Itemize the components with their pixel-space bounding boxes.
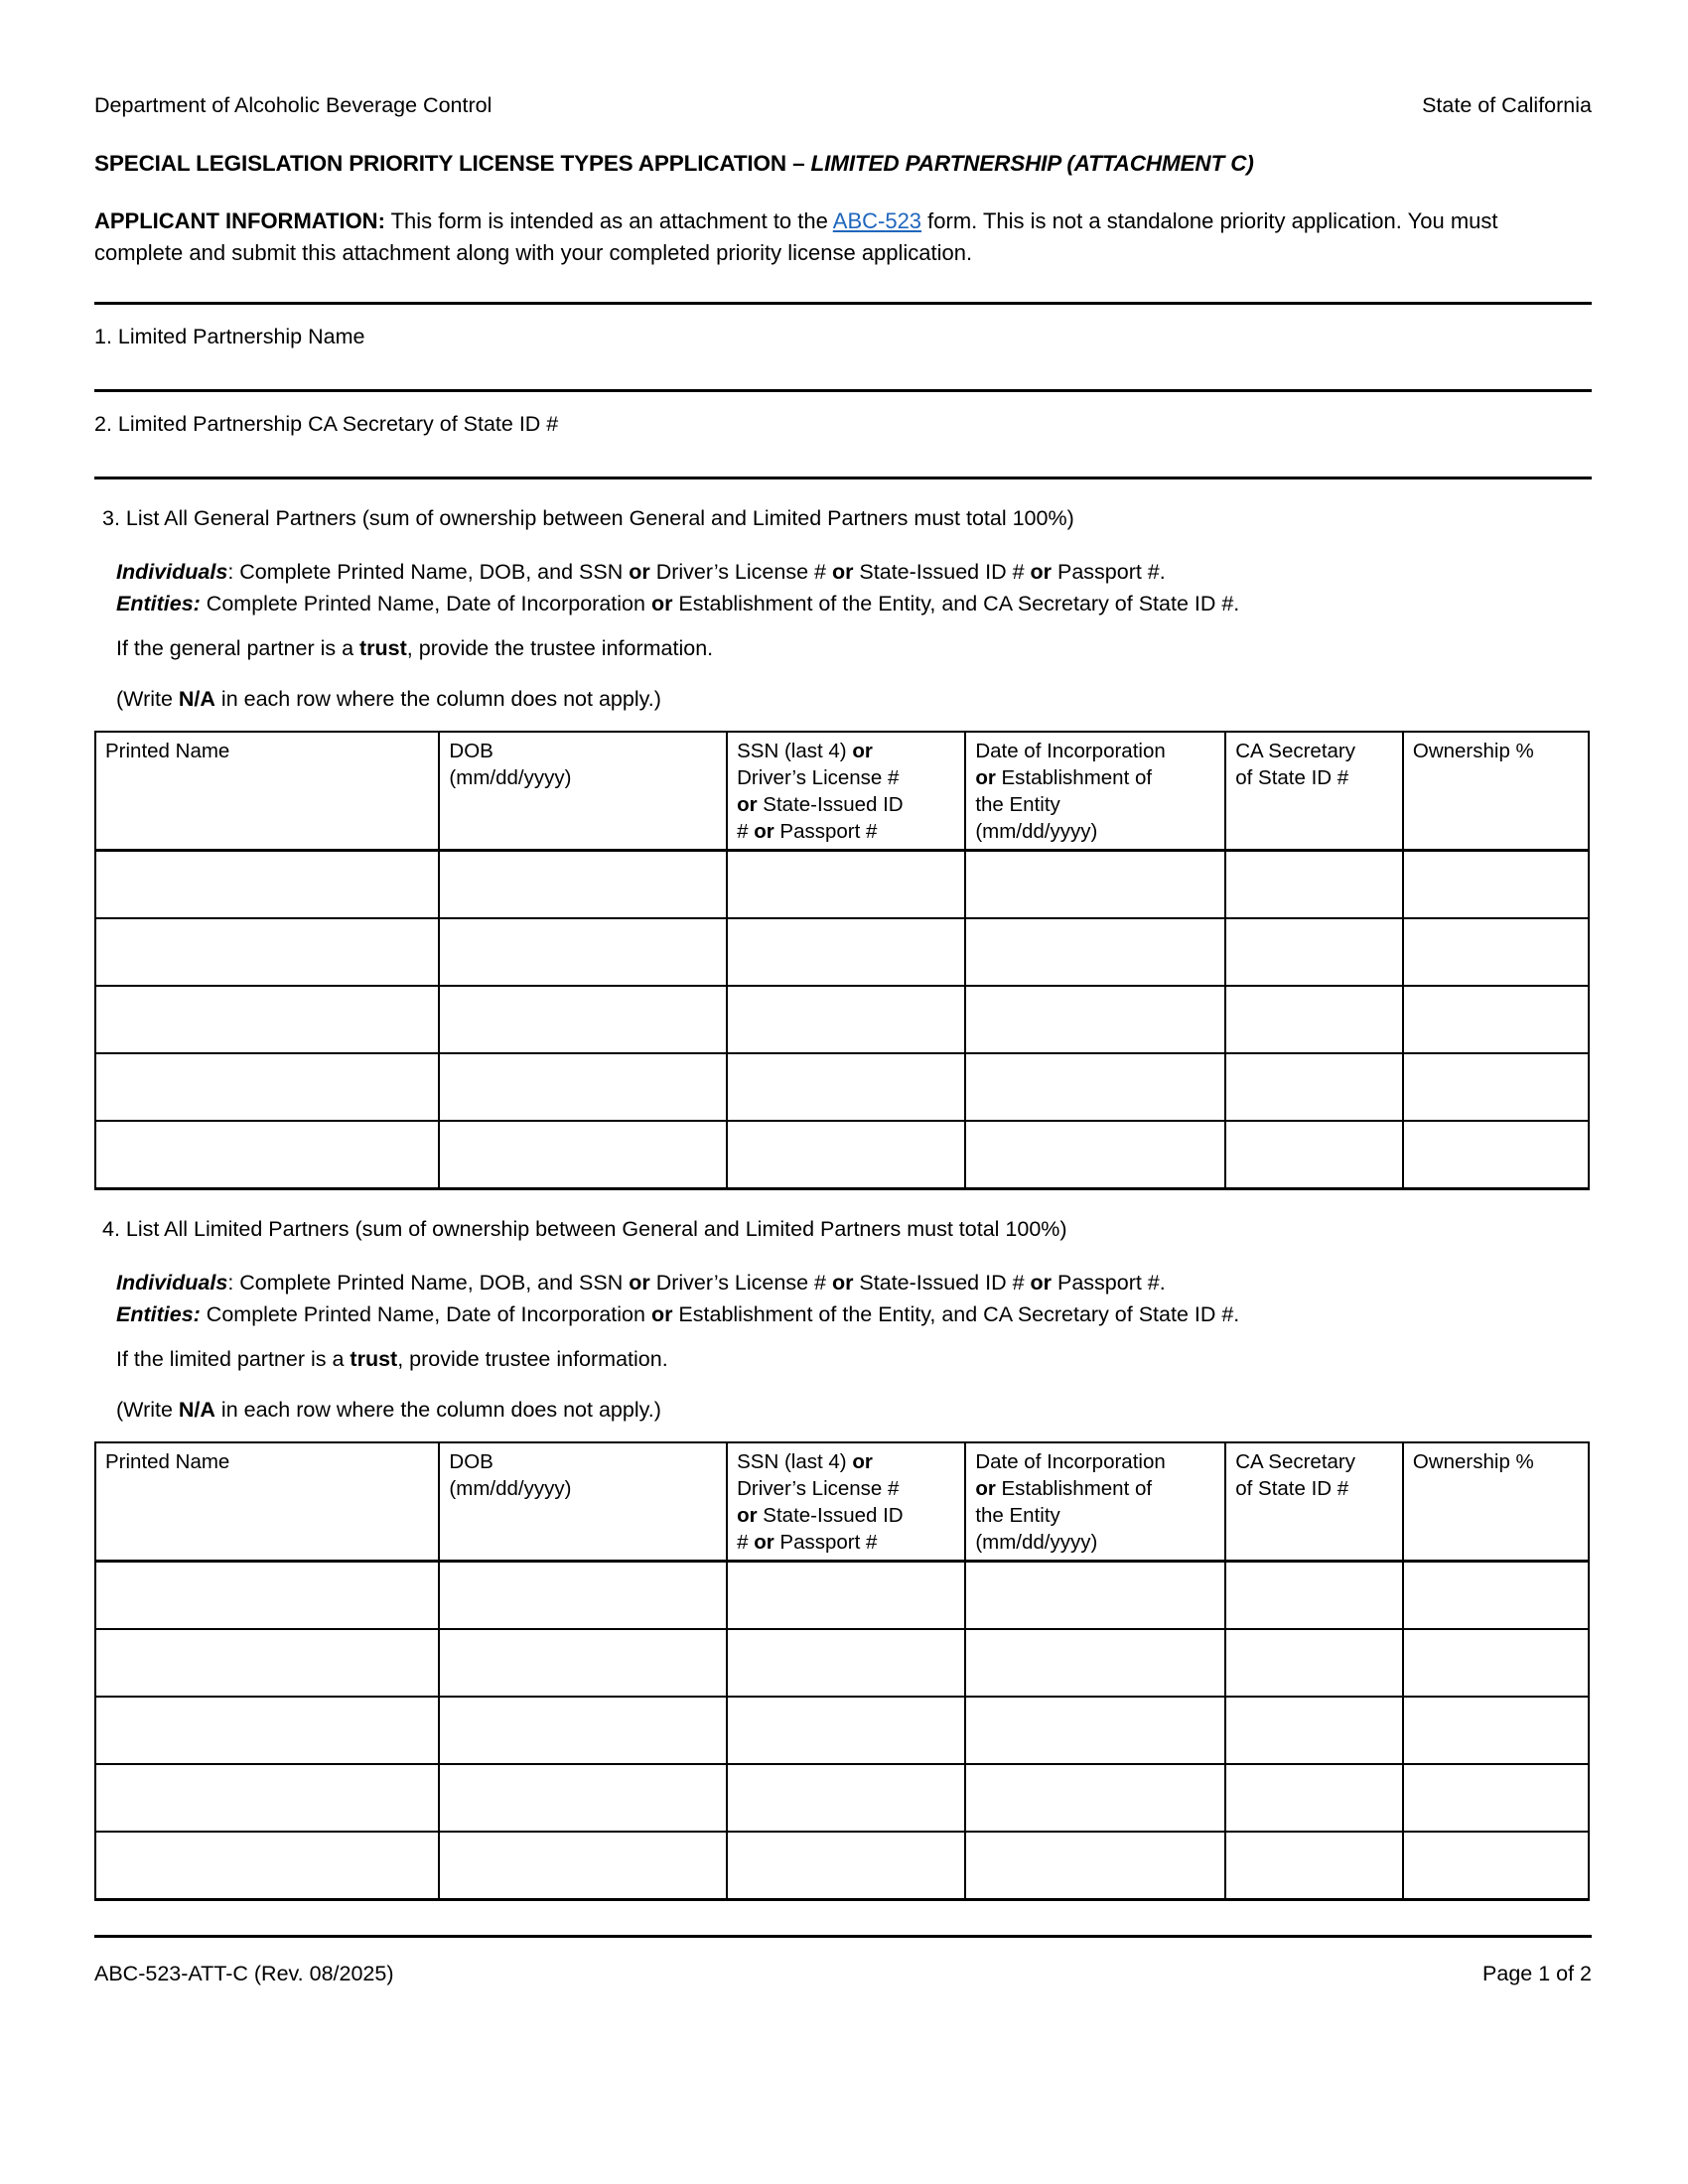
col-1-line1: DOB — [449, 1449, 493, 1473]
cell-incorporation-date[interactable] — [965, 918, 1225, 986]
col-4-line1: CA Secretary — [1235, 1449, 1356, 1473]
divider-below-field-2 — [94, 477, 1592, 479]
individuals-or-1: or — [629, 559, 650, 584]
document-footer — [94, 1938, 1592, 1986]
cell-printed-name[interactable] — [95, 1053, 439, 1121]
section-3-na-note — [116, 687, 1592, 712]
cell-ownership-percent[interactable] — [1403, 1832, 1589, 1900]
column-header-ownership-percent — [1403, 1442, 1589, 1562]
column-header-printed-name — [95, 732, 439, 851]
cell-ssn-id[interactable] — [727, 1764, 965, 1832]
individuals-text-3: State-Issued ID # — [853, 559, 1031, 584]
table-row — [95, 918, 1589, 986]
trust-text-after: , provide the trustee information. — [406, 635, 714, 660]
cell-ownership-percent[interactable] — [1403, 1629, 1589, 1697]
document-header — [94, 0, 1592, 119]
column-header-dob — [439, 732, 727, 851]
cell-dob[interactable] — [439, 1053, 727, 1121]
cell-printed-name[interactable] — [95, 1832, 439, 1900]
individuals-text-1: : Complete Printed Name, DOB, and SSN — [227, 559, 630, 584]
individuals-text-3: State-Issued ID # — [853, 1270, 1031, 1295]
cell-dob[interactable] — [439, 918, 727, 986]
cell-ssn-id[interactable] — [727, 1697, 965, 1764]
cell-dob[interactable] — [439, 1832, 727, 1900]
cell-ca-sos-id[interactable] — [1225, 918, 1403, 986]
cell-ownership-percent[interactable] — [1403, 1561, 1589, 1629]
limited-partners-table-body — [95, 1561, 1589, 1899]
column-header-ca-sos-id — [1225, 1442, 1403, 1562]
note-spacer — [116, 620, 1592, 632]
col-4-line2: of State ID # — [1235, 1476, 1349, 1500]
cell-ownership-percent[interactable] — [1403, 850, 1589, 918]
cell-ssn-id[interactable] — [727, 1053, 965, 1121]
cell-dob[interactable] — [439, 1121, 727, 1189]
column-header-printed-name — [95, 1442, 439, 1562]
cell-dob[interactable] — [439, 986, 727, 1053]
field-1-label: 1. Limited Partnership Name — [94, 324, 365, 348]
cell-ownership-percent[interactable] — [1403, 1121, 1589, 1189]
table-header-row — [95, 1442, 1589, 1562]
entities-text-2: Establishment of the Entity, and CA Secretary of State ID #. — [672, 1302, 1240, 1327]
cell-printed-name[interactable] — [95, 1697, 439, 1764]
table-row — [95, 850, 1589, 918]
individuals-text-4: Passport #. — [1052, 1270, 1166, 1295]
col-5-line1: Ownership % — [1412, 739, 1534, 762]
individuals-or-2: or — [831, 1270, 854, 1295]
section-3-individuals-note — [116, 556, 1592, 589]
table-row — [95, 1764, 1589, 1832]
individuals-label: Individuals — [116, 559, 228, 584]
col-5-line1: Ownership % — [1412, 1449, 1534, 1473]
section-4-trust-note — [116, 1343, 1592, 1376]
column-header-ownership-percent — [1403, 732, 1589, 851]
table-row — [95, 1121, 1589, 1189]
individuals-text-2: Driver’s License # — [649, 1270, 832, 1295]
trust-word: trust — [359, 635, 407, 660]
note-spacer — [116, 1331, 1592, 1343]
col-4-line1: CA Secretary — [1235, 739, 1356, 762]
cell-printed-name[interactable] — [95, 1629, 439, 1697]
column-header-incorporation-date: Date of Incorporation or Establishment of the Entity (mm/dd/yyyy) — [965, 732, 1225, 851]
section-4-entities-note — [116, 1298, 1592, 1331]
cell-printed-name[interactable] — [95, 1561, 439, 1629]
col-1-line2: (mm/dd/yyyy) — [449, 765, 572, 789]
column-header-incorporation-date: Date of Incorporation or Establishment of the Entity (mm/dd/yyyy) — [965, 1442, 1225, 1562]
page-title-main: SPECIAL LEGISLATION PRIORITY LICENSE TYPES APPLICATION – — [94, 150, 811, 176]
entities-or: or — [650, 1302, 673, 1327]
column-header-ssn-id: SSN (last 4) or Driver’s License # or State-Issued ID # or Passport # — [727, 732, 965, 851]
state-name: State of California — [1422, 93, 1592, 117]
individuals-text-1: : Complete Printed Name, DOB, and SSN — [227, 1270, 630, 1295]
abc-523-link[interactable]: ABC-523 — [832, 207, 922, 233]
cell-ssn-id[interactable] — [727, 1832, 965, 1900]
cell-ssn-id[interactable] — [727, 986, 965, 1053]
na-note-after: in each row where the column does not apply.) — [214, 1397, 661, 1422]
cell-ownership-percent[interactable] — [1403, 1764, 1589, 1832]
col-4-line2: of State ID # — [1235, 765, 1349, 789]
field-limited-partnership-sos-id[interactable] — [94, 392, 1592, 477]
cell-ca-sos-id[interactable] — [1225, 1629, 1403, 1697]
cell-incorporation-date[interactable] — [965, 1053, 1225, 1121]
cell-ssn-id[interactable] — [727, 918, 965, 986]
cell-printed-name[interactable] — [95, 986, 439, 1053]
col-1-line2: (mm/dd/yyyy) — [449, 1476, 572, 1500]
na-note-before: (Write — [116, 686, 179, 711]
cell-ownership-percent[interactable] — [1403, 1697, 1589, 1764]
section-3-title: 3. List All General Partners (sum of ownership between General and Limited Partners must total 100%) — [102, 505, 1074, 530]
individuals-or-3: or — [1030, 1270, 1053, 1295]
cell-printed-name[interactable] — [95, 850, 439, 918]
individuals-label: Individuals — [116, 1270, 228, 1295]
cell-incorporation-date[interactable] — [965, 1832, 1225, 1900]
form-id: ABC-523-ATT-C (Rev. 08/2025) — [94, 1961, 394, 1985]
applicant-info-text-2: form. This is not a standalone priority application. You must complete and submit this attachment along with your completed priority license application. — [94, 207, 1498, 265]
col-0-line1: Printed Name — [105, 739, 230, 762]
entities-or: or — [650, 592, 673, 616]
section-3-trust-note — [116, 632, 1592, 665]
cell-incorporation-date[interactable] — [965, 1561, 1225, 1629]
col-1-line1: DOB — [449, 739, 493, 762]
section-3-entities-note — [116, 588, 1592, 620]
table-row — [95, 1053, 1589, 1121]
individuals-text-2: Driver’s License # — [649, 559, 832, 584]
field-limited-partnership-name[interactable] — [94, 305, 1592, 389]
cell-incorporation-date[interactable] — [965, 986, 1225, 1053]
na-note-bold: N/A — [178, 1397, 215, 1422]
entities-text-2: Establishment of the Entity, and CA Secretary of State ID #. — [672, 592, 1240, 616]
cell-incorporation-date[interactable] — [965, 850, 1225, 918]
individuals-or-3: or — [1030, 559, 1053, 584]
section-4-individuals-note — [116, 1267, 1592, 1299]
cell-ca-sos-id[interactable] — [1225, 986, 1403, 1053]
cell-incorporation-date[interactable] — [965, 1629, 1225, 1697]
individuals-or-1: or — [629, 1270, 650, 1295]
na-note-after: in each row where the column does not apply.) — [214, 686, 661, 711]
table-row — [95, 1697, 1589, 1764]
cell-dob[interactable] — [439, 850, 727, 918]
trust-text-after: , provide trustee information. — [397, 1347, 668, 1372]
column-header-dob — [439, 1442, 727, 1562]
col-0-line1: Printed Name — [105, 1449, 230, 1473]
applicant-information-label: APPLICANT INFORMATION: — [94, 207, 385, 233]
table-row — [95, 1629, 1589, 1697]
cell-printed-name[interactable] — [95, 1121, 439, 1189]
cell-ca-sos-id[interactable] — [1225, 1053, 1403, 1121]
cell-printed-name[interactable] — [95, 918, 439, 986]
applicant-information-paragraph — [94, 205, 1584, 269]
entities-label: Entities: — [116, 1302, 201, 1327]
trust-text-before: If the general partner is a — [116, 635, 360, 660]
cell-incorporation-date[interactable] — [965, 1764, 1225, 1832]
section-4-title: 4. List All Limited Partners (sum of ownership between General and Limited Partners must total 100%) — [102, 1216, 1067, 1241]
cell-incorporation-date[interactable] — [965, 1121, 1225, 1189]
cell-ca-sos-id[interactable] — [1225, 850, 1403, 918]
limited-partners-table — [94, 1441, 1590, 1901]
cell-ca-sos-id[interactable] — [1225, 1764, 1403, 1832]
cell-ca-sos-id[interactable] — [1225, 1561, 1403, 1629]
table-row — [95, 1561, 1589, 1629]
cell-ca-sos-id[interactable] — [1225, 1832, 1403, 1900]
cell-ownership-percent[interactable] — [1403, 1053, 1589, 1121]
page-title — [94, 150, 1592, 178]
entities-label: Entities: — [116, 592, 201, 616]
section-general-partners — [94, 505, 1592, 1190]
section-4-na-note — [116, 1398, 1592, 1423]
page-number: Page 1 of 2 — [1482, 1961, 1592, 1985]
na-note-bold: N/A — [178, 686, 215, 711]
applicant-info-text-1: This form is intended as an attachment to the — [384, 207, 833, 233]
page-content — [94, 0, 1592, 1986]
cell-ssn-id[interactable] — [727, 1121, 965, 1189]
cell-dob[interactable] — [439, 1629, 727, 1697]
cell-incorporation-date[interactable] — [965, 1697, 1225, 1764]
entities-text-1: Complete Printed Name, Date of Incorporation — [200, 1302, 651, 1327]
cell-ssn-id[interactable] — [727, 1561, 965, 1629]
table-row — [95, 1832, 1589, 1900]
cell-dob[interactable] — [439, 1764, 727, 1832]
cell-ssn-id[interactable] — [727, 850, 965, 918]
section-4-notes — [116, 1267, 1592, 1376]
entities-text-1: Complete Printed Name, Date of Incorporation — [200, 592, 651, 616]
cell-dob[interactable] — [439, 1561, 727, 1629]
cell-dob[interactable] — [439, 1697, 727, 1764]
page-title-italic: LIMITED PARTNERSHIP (ATTACHMENT C) — [810, 150, 1254, 176]
column-header-ssn-id: SSN (last 4) or Driver’s License # or State-Issued ID # or Passport # — [727, 1442, 965, 1562]
section-limited-partners — [94, 1216, 1592, 1901]
column-header-ca-sos-id — [1225, 732, 1403, 851]
cell-ca-sos-id[interactable] — [1225, 1121, 1403, 1189]
cell-ca-sos-id[interactable] — [1225, 1697, 1403, 1764]
trust-word: trust — [350, 1347, 398, 1372]
cell-ssn-id[interactable] — [727, 1629, 965, 1697]
cell-ownership-percent[interactable] — [1403, 918, 1589, 986]
cell-ownership-percent[interactable] — [1403, 986, 1589, 1053]
trust-text-before: If the limited partner is a — [116, 1347, 351, 1372]
general-partners-table-body — [95, 850, 1589, 1188]
table-header-row — [95, 732, 1589, 851]
na-note-before: (Write — [116, 1397, 179, 1422]
agency-name: Department of Alcoholic Beverage Control — [94, 93, 492, 117]
section-3-notes — [116, 556, 1592, 665]
cell-printed-name[interactable] — [95, 1764, 439, 1832]
general-partners-table — [94, 731, 1590, 1190]
field-2-label: 2. Limited Partnership CA Secretary of State ID # — [94, 411, 559, 436]
table-row — [95, 986, 1589, 1053]
individuals-or-2: or — [831, 559, 854, 584]
individuals-text-4: Passport #. — [1052, 559, 1166, 584]
